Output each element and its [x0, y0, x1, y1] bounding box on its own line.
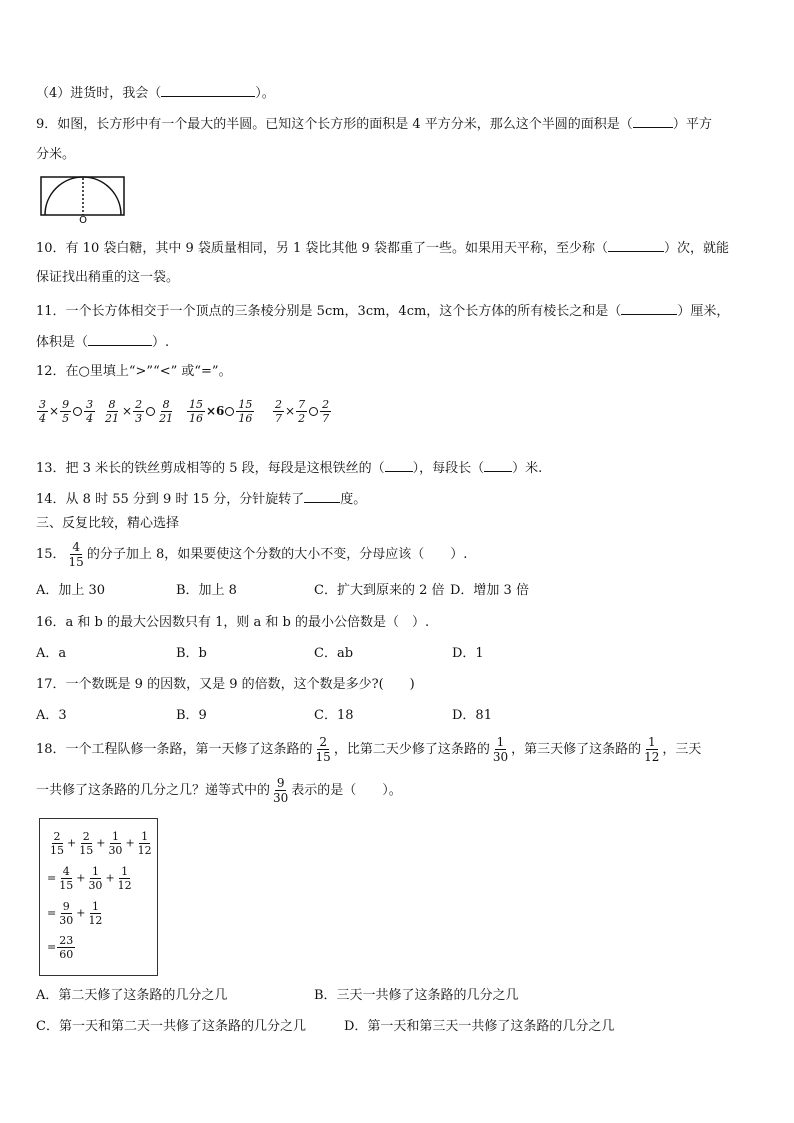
compare-item-2: $\frac{8}{21}$ × $\frac{2}{3}$ $\frac{8}{21}$ — [105, 398, 174, 425]
answer-blank[interactable] — [633, 114, 673, 128]
calc-line-2: = $\frac{4}{15}$ + $\frac{1}{30}$ + $\frac{1}{12}$ — [47, 865, 132, 892]
fraction: $\frac{1}{12}$ — [644, 735, 660, 764]
fraction: $\frac{1}{12}$ — [137, 830, 152, 857]
fraction: $\frac{15}{16}$ — [189, 398, 203, 425]
question-9: 9．如图，长方形中有一个最大的半圆。已知这个长方形的面积是 4 平方分米，那么这个半圆的面积是（ ）平方 — [36, 114, 712, 134]
fraction: $\frac{8}{21}$ — [159, 398, 174, 425]
compare-item-4: $\frac{2}{7}$ × $\frac{7}{2}$ $\frac{2}{7}$ — [275, 398, 330, 425]
rectangle-semicircle-figure — [40, 176, 126, 224]
option-d[interactable]: D．1 — [452, 646, 484, 661]
option-b[interactable]: B．三天一共修了这条路的几分之几 — [314, 988, 519, 1003]
compare-circle[interactable] — [146, 407, 155, 416]
question-13: 13．把 3 米长的铁丝剪成相等的 5 段，每段是这根铁丝的（ ），每段长（ ）米. — [36, 458, 542, 478]
option-b[interactable]: B．b — [176, 646, 207, 661]
fraction: $\frac{4}{15}$ — [59, 865, 74, 892]
fraction: $\frac{1}{30}$ — [492, 735, 509, 764]
fraction: $\frac{2}{3}$ — [135, 398, 143, 425]
fraction: $\frac{3}{4}$ — [39, 398, 46, 425]
fraction: $\frac{8}{21}$ — [105, 398, 119, 425]
compare-circle[interactable] — [225, 407, 234, 416]
fraction: $\frac{2}{15}$ — [79, 830, 94, 857]
question-10-line-2: 保证找出稍重的这一袋。 — [36, 270, 180, 285]
calc-line-3: = $\frac{9}{30}$ + $\frac{1}{12}$ — [47, 900, 103, 927]
fraction: $\frac{4}{15}$ — [68, 540, 84, 569]
question-8-item-4: （4）进货时，我会（ ）。 — [36, 83, 275, 103]
option-a[interactable]: A．3 — [36, 708, 67, 723]
question-11-line-2: 体积是（ ）. — [36, 332, 169, 352]
option-b[interactable]: B．加上 8 — [176, 583, 237, 598]
fraction: $\frac{9}{30}$ — [59, 900, 74, 927]
compare-circle[interactable] — [73, 407, 82, 416]
option-a[interactable]: A．第二天修了这条路的几分之几 — [36, 988, 228, 1003]
answer-blank[interactable] — [608, 238, 664, 252]
fraction: $\frac{1}{30}$ — [108, 830, 123, 857]
fraction: $\frac{2}{15}$ — [50, 830, 64, 857]
option-d[interactable]: D．第一天和第三天一共修了这条路的几分之几 — [344, 1019, 615, 1034]
compare-item-3: $\frac{15}{16}$ ×6 $\frac{15}{16}$ — [189, 398, 253, 425]
answer-blank[interactable] — [385, 458, 413, 472]
fraction: $\frac{7}{2}$ — [298, 398, 306, 425]
option-b[interactable]: B．9 — [176, 708, 207, 723]
question-16: 16．a 和 b 的最大公因数只有 1，则 a 和 b 的最小公倍数是（ ）. — [36, 615, 430, 630]
question-17: 17．一个数既是 9 的因数，又是 9 的倍数，这个数是多少?( ) — [36, 677, 415, 692]
center-label: O — [79, 215, 87, 224]
question-10: 10．有 10 袋白糖，其中 9 袋质量相同，另 1 袋比其他 9 袋都重了一些。如果用天平称，至少称（ ）次，就能 — [36, 238, 729, 258]
fraction: $\frac{9}{30}$ — [273, 776, 289, 805]
calc-line-4: = $\frac{23}{60}$ — [47, 934, 74, 961]
question-11: 11．一个长方体相交于一个顶点的三条棱分别是 5cm，3cm，4cm，这个长方体的所有棱长之和是（ ）厘米， — [36, 301, 729, 321]
question-12: 12．在○里填上“>”“<” 或“=”。 — [36, 364, 232, 379]
compare-item-1: $\frac{3}{4}$ × $\frac{9}{5}$ $\frac{3}{4}$ — [39, 398, 94, 425]
fraction: $\frac{2}{15}$ — [315, 735, 331, 764]
fraction: $\frac{2}{7}$ — [275, 398, 282, 425]
option-c[interactable]: C．扩大到原来的 2 倍 — [314, 583, 445, 598]
fraction: $\frac{1}{12}$ — [88, 900, 103, 927]
fraction: $\frac{15}{16}$ — [238, 398, 253, 425]
question-18-line-2: 一共修了这条路的几分之几？递等式中的 $\frac{9}{30}$ 表示的是（ ）。 — [36, 776, 402, 805]
fraction: $\frac{1}{12}$ — [117, 865, 132, 892]
option-d[interactable]: D．81 — [452, 708, 492, 723]
compare-circle[interactable] — [309, 407, 318, 416]
section-heading: 三、反复比较，精心选择 — [36, 516, 180, 531]
option-c[interactable]: C．第一天和第二天一共修了这条路的几分之几 — [36, 1019, 306, 1034]
answer-blank[interactable] — [621, 301, 677, 315]
answer-blank[interactable] — [484, 458, 512, 472]
fraction: $\frac{2}{7}$ — [322, 398, 330, 425]
fraction: $\frac{3}{4}$ — [86, 398, 94, 425]
question-15: 15． $\frac{4}{15}$ 的分子加上 8，如果要使这个分数的大小不变，分母应该（ ）. — [36, 540, 468, 569]
option-d[interactable]: D．增加 3 倍 — [450, 583, 529, 598]
option-a[interactable]: A．a — [36, 646, 67, 661]
option-c[interactable]: C．18 — [314, 708, 354, 723]
fraction: $\frac{9}{5}$ — [62, 398, 70, 425]
calc-line-1: $\frac{2}{15}$ + $\frac{2}{15}$ + $\frac{1}{30}$ + $\frac{1}{12}$ — [50, 830, 152, 857]
fraction: $\frac{1}{30}$ — [88, 865, 103, 892]
question-14: 14．从 8 时 55 分到 9 时 15 分，分针旋转了 度。 — [36, 489, 366, 509]
question-18: 18．一个工程队修一条路，第一天修了这条路的 $\frac{2}{15}$ ，比第二天少修了这条路的 $\frac{1}{30}$ ，第三天修了这条路的 $\frac{1}{12}$ ，三天 — [36, 735, 702, 764]
option-c[interactable]: C．ab — [314, 646, 354, 661]
answer-blank[interactable] — [161, 83, 255, 97]
answer-blank[interactable] — [304, 489, 340, 503]
answer-blank[interactable] — [88, 332, 152, 346]
fraction: $\frac{23}{60}$ — [59, 934, 74, 961]
question-9-line-2: 分米。 — [36, 147, 76, 162]
option-a[interactable]: A．加上 30 — [36, 583, 106, 598]
